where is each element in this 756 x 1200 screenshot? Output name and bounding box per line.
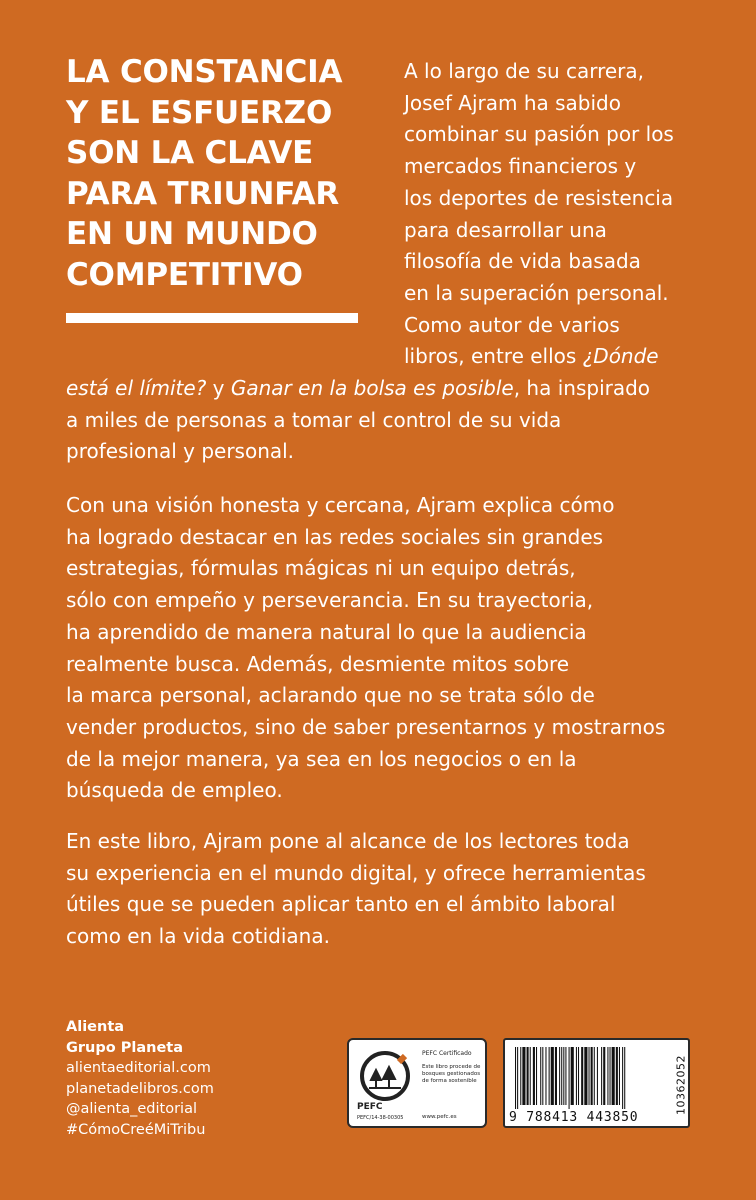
blurb-text: , ha inspirado <box>513 376 651 400</box>
barcode-bar <box>515 1047 516 1109</box>
blurb-line: mercados financieros y <box>404 154 637 179</box>
publisher-website: planetadelibros.com <box>66 1080 214 1097</box>
barcode-bar <box>584 1047 587 1105</box>
pefc-mark: PEFC <box>357 1102 383 1112</box>
blurb-line: combinar su pasión por los <box>404 122 674 147</box>
headline-line: EN UN MUNDO <box>66 216 318 252</box>
barcode-bar <box>569 1047 570 1109</box>
barcode-bar <box>522 1047 525 1105</box>
book-title: Ganar en la bolsa es posible <box>230 376 514 400</box>
barcode-bar <box>571 1047 574 1105</box>
pefc-url: www.pefc.es <box>422 1114 457 1120</box>
blurb-line: sólo con empeño y perseverancia. En su trayectoria, <box>66 588 594 613</box>
blurb-text: libros, entre ellos <box>404 344 583 369</box>
barcode-bar <box>612 1047 615 1105</box>
publisher-website: alientaeditorial.com <box>66 1060 211 1077</box>
barcode-bar <box>533 1047 535 1105</box>
barcode-bar <box>559 1047 560 1105</box>
headline-line: Y EL ESFUERZO <box>66 94 333 131</box>
barcode-bar <box>624 1047 625 1109</box>
barcode-sku-box <box>673 1048 689 1122</box>
blurb-line: Con una visión honesta y cercana, Ajram explica cómo <box>66 493 615 517</box>
blurb-line: para desarrollar una <box>404 217 607 242</box>
publisher-social-handle: @alienta_editorial <box>66 1101 197 1118</box>
pefc-certified-label: PEFC Certificado <box>422 1050 472 1057</box>
barcode-bar <box>578 1047 579 1105</box>
headline-line: LA CONSTANCIA <box>66 54 343 90</box>
barcode-bar <box>589 1047 590 1105</box>
blurb-line: útiles que se pueden aplicar tanto en el ámbito laboral <box>66 892 616 917</box>
blurb-paragraph-2 <box>66 490 665 807</box>
barcode-bar <box>549 1047 550 1105</box>
blurb-line: su experiencia en el mundo digital, y ofrece herramientas <box>66 860 646 885</box>
barcode-bar <box>542 1047 543 1105</box>
book-title: ¿Dónde <box>582 344 659 369</box>
barcode-bar <box>616 1047 618 1105</box>
barcode-sku: 10362052 <box>674 1055 688 1115</box>
barcode-bar <box>576 1047 577 1105</box>
blurb-line: en la superación personal. <box>404 280 669 305</box>
barcode-bar <box>591 1047 593 1105</box>
barcode-bar <box>530 1047 531 1105</box>
barcode-bars <box>513 1047 669 1109</box>
headline <box>66 52 366 295</box>
barcode-bar <box>555 1047 557 1105</box>
barcode-bar <box>536 1047 537 1105</box>
blurb-line: A lo largo de su carrera, <box>404 59 645 83</box>
blurb-line: búsqueda de empleo. <box>66 778 283 803</box>
blurb-line: la marca personal, aclarando que no se trata sólo de <box>66 683 595 708</box>
barcode-box <box>503 1038 690 1128</box>
headline-line: COMPETITIVO <box>66 256 303 293</box>
pefc-code: PEFC/14-38-00305 <box>357 1115 404 1121</box>
barcode-bar <box>517 1047 518 1109</box>
blurb-line: En este libro, Ajram pone al alcance de los lectores toda <box>66 829 630 853</box>
barcode-bar <box>551 1047 554 1105</box>
pefc-logo-icon <box>359 1050 411 1102</box>
blurb-line: ha aprendido de manera natural lo que la audiencia <box>66 619 587 644</box>
barcode-bar <box>520 1047 521 1105</box>
blurb-line: filosofía de vida basada <box>404 249 641 274</box>
publisher-group: Grupo Planeta <box>66 1039 184 1056</box>
barcode-bar <box>563 1047 564 1105</box>
blurb-line <box>66 373 650 405</box>
blurb-line <box>404 341 674 373</box>
barcode-bar <box>607 1047 608 1105</box>
blurb-line: Como autor de varios <box>404 312 620 337</box>
barcode-bar <box>597 1047 598 1105</box>
barcode-bar <box>527 1047 529 1105</box>
publisher-info <box>66 1017 214 1141</box>
blurb-line: de la mejor manera, ya sea en los negocios o en la <box>66 746 577 771</box>
barcode-bar <box>601 1047 602 1105</box>
blurb-text: y <box>206 376 231 400</box>
pefc-certification <box>347 1038 487 1128</box>
publisher-imprint: Alienta <box>66 1019 125 1035</box>
blurb-line: profesional y personal. <box>66 439 295 464</box>
publisher-hashtag: #CómoCreéMiTribu <box>66 1121 206 1138</box>
blurb-line: ha logrado destacar en las redes sociales sin grandes <box>66 524 604 549</box>
book-title: está el límite? <box>66 376 207 400</box>
blurb-paragraph-1-continued <box>66 373 650 468</box>
blurb-line: vender productos, sino de saber presentarnos y mostrarnos <box>66 714 666 739</box>
headline-rule <box>66 313 358 323</box>
blurb-line: como en la vida cotidiana. <box>66 924 330 949</box>
barcode-bar <box>619 1047 620 1105</box>
barcode-bar <box>565 1047 566 1105</box>
blurb-line: a miles de personas a tomar el control de su vida <box>66 407 562 432</box>
pefc-description: Este libro procede de bosques gestionados de forma sostenible <box>422 1064 481 1084</box>
headline-line: SON LA CLAVE <box>66 135 314 171</box>
barcode-bar <box>594 1047 595 1105</box>
blurb-paragraph-1 <box>404 56 674 373</box>
blurb-paragraph-3 <box>66 826 646 953</box>
blurb-line: estrategias, fórmulas mágicas ni un equipo detrás, <box>66 556 576 581</box>
barcode-bar <box>540 1047 541 1105</box>
barcode-bar <box>610 1047 611 1105</box>
barcode-bar <box>581 1047 583 1105</box>
barcode-bar <box>561 1047 562 1105</box>
blurb-line: realmente busca. Además, desmiente mitos sobre <box>66 651 570 676</box>
barcode-bar <box>545 1047 546 1105</box>
barcode-bar <box>603 1047 605 1105</box>
barcode-bar <box>622 1047 623 1109</box>
blurb-line: Josef Ajram ha sabido <box>404 90 621 115</box>
headline-line: PARA TRIUNFAR <box>66 175 340 212</box>
barcode-ean: 9 788413 443850 <box>509 1110 639 1125</box>
blurb-line: los deportes de resistencia <box>404 185 674 210</box>
